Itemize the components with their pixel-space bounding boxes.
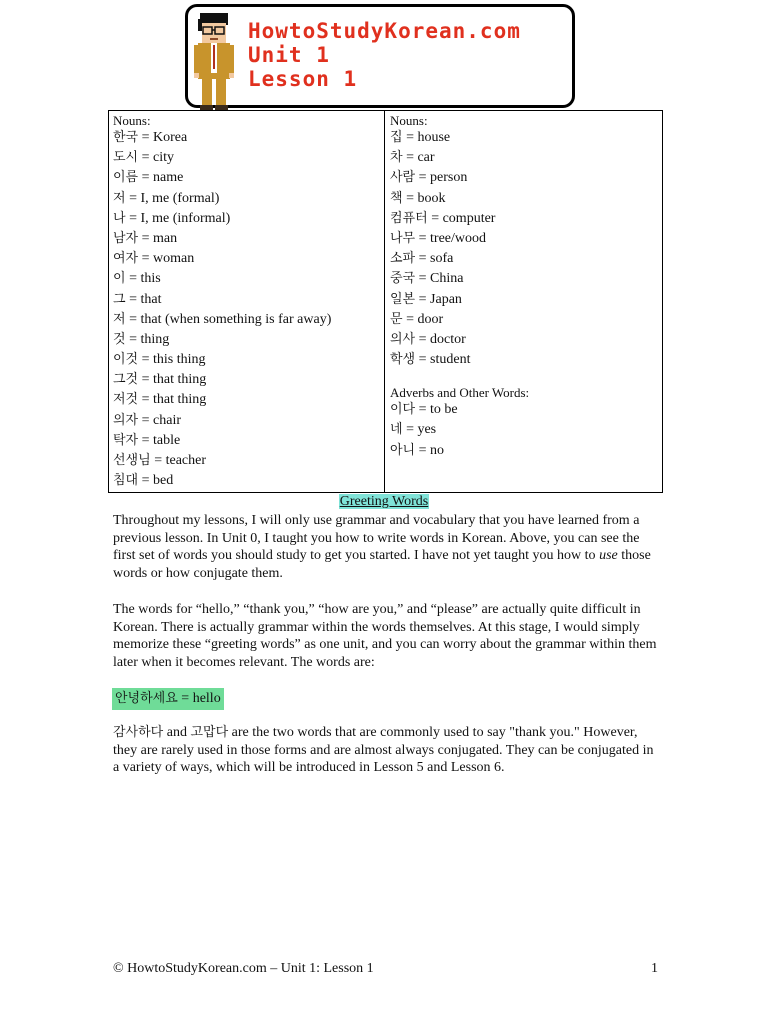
vocab-row: 저 = I, me (formal) [113,190,220,206]
english-meaning: Japan [430,291,462,307]
english-meaning: computer [442,210,496,226]
banner-title [248,19,521,91]
korean-word: 저것 [113,392,139,408]
korean-word: 저 [113,311,126,327]
greeting-paragraph: The words for “hello,” “thank you,” “how are you,” and “please” are actually quite difficult in Korean. There is actually grammar within the words themselves. At this stage, I would simply memorize these “greeting words” as one unit, and you can worry about the grammar within them later when it becomes relevant. The words are: [113,602,657,670]
header-banner [185,4,575,108]
english-meaning: no [430,442,445,458]
mascot-illustration [192,11,236,111]
korean-word: 네 [390,422,403,438]
english-meaning: yes [417,422,437,438]
adverbs-heading: Adverbs and Other Words: [390,385,530,401]
vocab-row: 남자 = man [113,230,178,246]
vocab-column-left [109,111,385,492]
korean-word: 집 [390,130,403,145]
korean-word: 것 [113,331,126,347]
english-meaning: person [430,170,468,186]
footer-copyright: © HowtoStudyKorean.com – Unit 1: Lesson 1 [113,961,374,976]
english-meaning: I, me (informal) [140,210,231,226]
english-meaning: house [417,130,451,145]
hello-vocab-highlight: 안녕하세요 = hello [112,688,224,710]
korean-word: 차 [390,150,403,166]
thank-you-paragraph [113,724,658,777]
hello-korean: 안녕하세요 [115,691,178,706]
korean-word: 이 [113,271,126,287]
vocab-column-right [385,111,662,492]
vocab-list-adverbs [390,400,662,461]
vocab-row: 차 = car [390,150,435,166]
english-meaning: sofa [430,251,454,267]
thankyou-ko-2: 고맙다 [190,725,229,740]
english-meaning: car [417,150,435,166]
korean-word: 이다 [390,402,416,418]
korean-word: 컴퓨터 [390,210,428,226]
lesson-label: Lesson 1 [248,67,358,91]
vocab-row: 사람 = person [390,170,468,186]
korean-word: 선생님 [113,453,151,468]
english-meaning: chair [153,412,182,428]
thankyou-text: are the two words that are commonly used to say "thank you." However, they are rarely used in those forms and are almost always conjugated. They can be conjugated in a variety of ways, which will be introduced in Lesson 5 and Lesson 6. [113,725,654,776]
english-meaning: to be [430,402,458,418]
unit-label: Unit 1 [248,43,330,67]
vocab-row: 문 = door [390,311,444,327]
english-meaning: student [430,352,471,368]
vocab-row: 것 = thing [113,331,170,347]
korean-word: 그것 [113,372,139,388]
english-meaning: I, me (formal) [140,190,220,206]
vocab-row: 탁자 = table [113,432,181,448]
korean-word: 도시 [113,150,139,166]
korean-word: 남자 [113,230,139,246]
korean-word: 이름 [113,170,139,186]
english-meaning: doctor [430,331,466,347]
korean-word: 사람 [390,170,416,186]
vocab-row: 나무 = tree/wood [390,230,487,246]
greeting-words-heading: Greeting Words [339,494,429,509]
korean-word: 탁자 [113,432,139,448]
thankyou-ko-1: 감사하다 [113,725,164,740]
vocab-list-right [390,128,662,370]
vocab-row: 그것 = that thing [113,372,207,388]
section-title [0,494,768,510]
english-meaning: tree/wood [430,230,487,246]
intro-text: Throughout my lessons, I will only use grammar and vocabulary that you have learned from a previous lesson. In Unit 0, I taught you how to write words in Korean. Above, you can see the first set of words you should study to get you started. I have not yet taught you how to [113,513,640,564]
english-meaning: woman [153,251,195,267]
english-meaning: that thing [153,372,207,388]
vocab-row: 이름 = name [113,170,184,186]
english-meaning: name [153,170,184,186]
vocab-row: 도시 = city [113,150,175,166]
thankyou-and: and [163,725,191,740]
english-meaning: table [153,432,181,448]
korean-word: 한국 [113,130,139,145]
english-meaning: this [140,271,161,287]
vocab-row: 선생님 = teacher [113,453,207,468]
korean-word: 의자 [113,412,139,428]
korean-word: 여자 [113,251,139,267]
vocab-row: 컴퓨터 = computer [390,210,496,226]
english-meaning: that thing [153,392,207,408]
korean-word: 나 [113,210,126,226]
vocab-row: 나 = I, me (informal) [113,210,231,226]
vocab-row: 이 = this [113,271,161,287]
vocab-row: 이다 = to be [390,402,458,418]
korean-word: 그 [113,291,126,307]
vocab-row: 네 = yes [390,422,437,438]
vocab-row: 이것 = this thing [113,352,206,368]
vocab-row: 저것 = that thing [113,392,207,408]
korean-word: 책 [390,190,403,206]
korean-word: 학생 [390,352,416,368]
vocabulary-table [108,110,663,493]
english-meaning: China [430,271,464,287]
english-meaning: city [153,150,175,166]
english-meaning: that [140,291,162,307]
vocab-row: 아니 = no [390,442,445,458]
vocab-row: 소파 = sofa [390,251,454,267]
vocab-row: 집 = house [390,130,451,145]
emphasis-use: use [599,548,618,564]
page-number: 1 [651,961,658,976]
intro-text-end: those words or how conjugate them. [113,548,651,581]
english-meaning: thing [140,331,170,347]
korean-word: 일본 [390,291,416,307]
vocab-row: 의자 = chair [113,412,182,428]
hello-english: hello [192,691,221,706]
nouns-heading: Nouns: [390,113,428,128]
english-meaning: bed [153,473,174,489]
korean-word: 나무 [390,230,416,246]
english-meaning: that (when something is far away) [140,311,332,327]
korean-word: 아니 [390,442,416,458]
vocab-row: 학생 = student [390,352,471,368]
english-meaning: Korea [153,130,188,145]
korean-word: 소파 [390,251,416,267]
english-meaning: this thing [153,352,206,368]
korean-word: 침대 [113,473,139,489]
korean-word: 저 [113,190,126,206]
vocab-row: 여자 = woman [113,251,195,267]
english-meaning: teacher [165,453,207,468]
vocab-row: 일본 = Japan [390,291,462,307]
english-meaning: man [153,230,178,246]
english-meaning: book [417,190,446,206]
vocab-row: 의사 = doctor [390,331,466,347]
english-meaning: door [417,311,444,327]
vocab-row: 한국 = Korea [113,130,188,145]
korean-word: 의사 [390,331,416,347]
vocab-row: 중국 = China [390,271,464,287]
intro-paragraph [113,512,658,582]
vocab-row: 침대 = bed [113,473,174,489]
korean-word: 이것 [113,352,139,368]
vocab-row: 그 = that [113,291,162,307]
vocab-row: 책 = book [390,190,446,206]
korean-word: 중국 [390,271,416,287]
page-footer [113,961,658,977]
site-name: HowtoStudyKorean.com [248,19,521,43]
nouns-heading: Nouns: [113,113,151,128]
vocab-row: 저 = that (when something is far away) [113,311,332,327]
korean-word: 문 [390,311,403,327]
vocab-list-left [113,128,384,491]
